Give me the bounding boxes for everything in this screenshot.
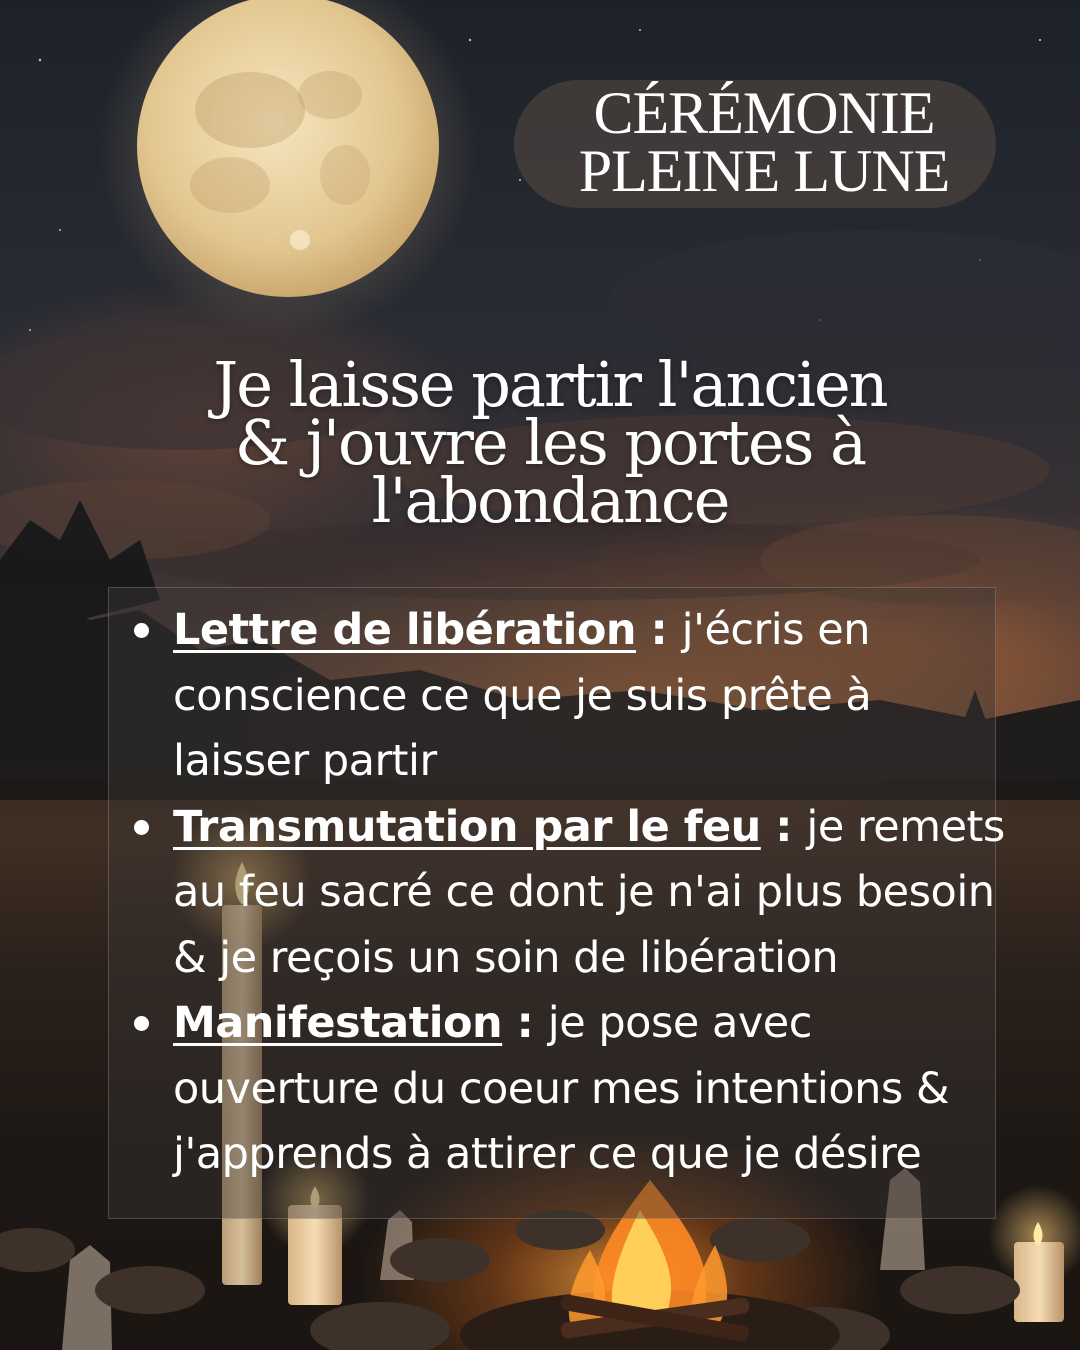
list-item — [130, 795, 1010, 992]
full-moon-icon — [98, 0, 478, 336]
headline-line-1: Je laisse partir l'ancien — [213, 348, 887, 421]
bullet-icon — [134, 820, 149, 835]
headline-line-3: l'abondance — [371, 464, 729, 537]
headline-line-2: & j'ouvre les portes à — [234, 406, 866, 479]
list-item — [130, 598, 1010, 795]
program-list — [130, 598, 1010, 1188]
page-title — [514, 80, 1014, 204]
bullet-icon — [134, 623, 149, 638]
headline — [120, 348, 980, 537]
item-text: je pose avec ouverture du coeur mes intentions & j'apprends à attirer ce que je désire — [173, 998, 949, 1179]
list-item — [130, 991, 1010, 1188]
title-line-1: CÉRÉMONIE — [593, 80, 935, 146]
item-term: Manifestation — [173, 998, 503, 1048]
item-term: Lettre de libération — [173, 605, 637, 655]
bullet-icon — [134, 1016, 149, 1031]
item-separator: : — [502, 998, 548, 1048]
title-line-2: PLEINE LUNE — [578, 138, 950, 204]
item-separator: : — [760, 801, 807, 852]
item-term: Transmutation par le feu — [173, 801, 761, 852]
item-text: je remets au feu sacré ce dont je n'ai plus besoin & je reçois un soin de libération — [173, 801, 1005, 983]
item-text: j'écris en conscience ce que je suis prête à laisser partir — [173, 605, 872, 786]
item-separator: : — [636, 605, 682, 655]
